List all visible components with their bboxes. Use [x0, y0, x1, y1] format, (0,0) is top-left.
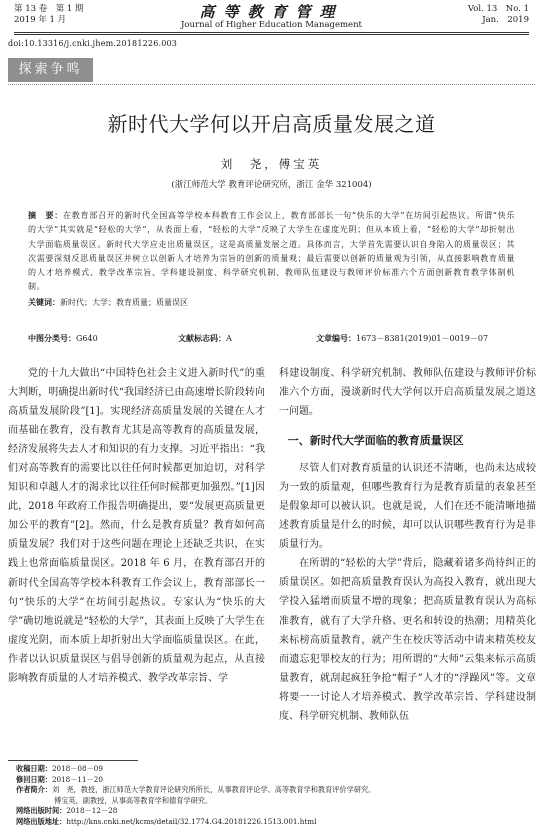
received-label: 收稿日期： [16, 764, 52, 773]
author-bio-2: 傅宝英，副教授，从事高等教育学和德育学研究。 [54, 795, 213, 805]
clc-code [28, 332, 98, 345]
date-en: Jan. 2019 [482, 15, 529, 25]
clc-label: 中图分类号： [28, 333, 76, 343]
authors: 刘 尧，傅宝英 [220, 157, 323, 171]
header-rule-thin [14, 34, 529, 35]
journal-name-en: Journal of Higher Education Management [181, 20, 362, 30]
footnote-puburl [16, 817, 531, 828]
footnote-revised [16, 775, 531, 786]
body-paragraph: 党的十九大做出“中国特色社会主义进入新时代”的重大判断，明确提出新时代“我国经济已由高速增长阶段转向高质量发展阶段”[1]。实现经济高质量发展的关键在人才而基础在教育，没有教育尤其是高等教育的高质量发展，经济发展将失去人才和知识的有力支撑。习近平指出：“我们对高等教育的需要比以往任何时候都更加迫切，对科学知识和卓越人才的渴求比以往任何时候都更加强烈。”[1]因此，2018 年政府工作报告明确提出，要“发展更高质量更加公平的教育”[2]。然而，什么是教育质量？教育如何高质量发展？我们对于这些问题在理论上还缺乏共识，在实践上也常面临质量误区。2018 年 6 月，在教育部召开的新时代全国高等学校本科教育工作会议上，教育部部长一句“快乐的大学”在坊间引起热议。专家认为“快乐的大学”确切地说就是“轻松的大学”，其表面上反映了大学生在虚度光阴，而本质上却折射出大学面临质量误区。在此，作者以认识质量误区与倡导创新的质量观为起点，从直接影响教育质量的人才培养模式、教学改革宗旨、学 [8, 368, 265, 684]
abstract-text: 在教育部召开的新时代全国高等学校本科教育工作会议上，教育部部长一句“快乐的大学”在坊间引起热议。所谓“快乐的大学”其实就是“轻松的大学”，从表面上看，“轻松的大学”反映了大学生在虚度光阴；但从本质上看，“轻松的大学”却折射出大学面临质量误区。新时代大学应走出质量误区，这是高质量发展之道。具体而言，大学首先需要认识自身陷入的质量误区；其次需要深刻反思质量误区并树立以创新人才培养为宗旨的创新的质量观；最后需要以创新的质量观为引领，从直接影响教育质量的人才培养模式、教学改革宗旨、学科建设制度、科学研究机制、教师队伍建设与教师评价标准六个方面创新教育教学体制机制。 [28, 211, 515, 292]
keywords-text: 新时代；大学；教育质量；质量误区 [60, 297, 188, 307]
column-tag: 探索争鸣 [8, 58, 93, 82]
footnote-author [16, 785, 531, 796]
abstract [28, 208, 515, 310]
clc-value: G640 [76, 334, 98, 343]
keywords-label: 关键词： [28, 296, 60, 307]
journal-header [14, 4, 529, 34]
footnote-received [16, 764, 531, 775]
date-cn: 2019 年 1 月 [14, 15, 67, 25]
header-right [468, 4, 529, 26]
section-heading: 一、新时代大学面临的教育质量误区 [287, 434, 464, 448]
article-title: 新时代大学何以开启高质量发展之道 [107, 112, 436, 136]
footnote-rule [8, 760, 138, 761]
art-value: 1673－8381(2019)01－0019－07 [356, 334, 489, 343]
doc-code [178, 332, 232, 345]
body-paragraph: 尽管人们对教育质量的认识还不清晰，也尚未达成较为一致的质量观，但哪些教育行为是教育质量的表象甚至是假象却可以被认识。也就是说，人们在还不能清晰地描述教育质量是什么的时候，却可以认识哪些教育行为是非质量行为。 [279, 463, 536, 551]
body-column-left [8, 364, 265, 688]
revised-date: 2018－11－20 [51, 774, 103, 784]
doi[interactable]: doi:10.13316/j.cnki.jhem.20181226.003 [8, 39, 178, 48]
pubdate: 2018－12－28 [66, 806, 118, 816]
received-date: 2018－08－09 [51, 764, 103, 773]
doc-label: 文献标志码： [178, 333, 226, 343]
body-paragraph-continued: 科建设制度、科学研究机制、教师队伍建设与教师评价标准六个方面，漫谈新时代大学何以开启高质量发展之道这一问题。 [279, 368, 536, 418]
puburl[interactable]: http://kns.cnki.net/kcms/detail/32.1774.G4.20181226.1513.001.html [66, 816, 317, 826]
abstract-paragraph [28, 208, 515, 295]
author-label: 作者简介： [16, 785, 52, 795]
footnotes [16, 764, 531, 828]
volume-issue-cn: 第 13 卷 第 1 期 [14, 4, 84, 14]
column-tag-rule [8, 84, 535, 85]
header-center [14, 4, 529, 30]
body-column-right [279, 364, 536, 726]
keywords [28, 295, 515, 310]
art-label: 文章编号： [316, 333, 356, 343]
header-rule [14, 32, 529, 33]
pubdate-label: 网络出版时间： [16, 806, 67, 816]
affiliation: (浙江师范大学 教育评论研究所，浙江 金华 321004) [171, 180, 372, 190]
abstract-label: 摘 要： [28, 210, 64, 220]
revised-label: 修回日期： [16, 774, 52, 784]
author-bio-1: 刘 尧，教授，浙江师范大学教育评论研究所所长，从事教育评论学、高等教育学和教育评价学研究。 [51, 785, 376, 795]
article-number [316, 332, 488, 345]
doc-value: A [226, 334, 232, 343]
volume-issue-en: Vol. 13 No. 1 [467, 4, 529, 14]
journal-name-cn: 高等教育管理 [199, 3, 344, 21]
footnote-pubdate [16, 806, 531, 817]
body-paragraph: 在所谓的“轻松的大学”背后，隐藏着诸多尚待纠正的质量误区。如把高质量教育误认为高投入教育，就出现大学投入猛增而质量不增的现象；把高质量教育误认为高标准教育，就有了大学升格、更名和转设的热潮；用精英化来标榜高质量教育，就产生在校庆等活动中请来精英校友而遗忘犯罪校友的行为；用所谓的“大师”云集来标示高质量教育，就刮起疯狂争抢“帽子”人才的“浮躁风”等。文章将要一一讨论人才培养模式、教学改革宗旨、学科建设制度、科学研究机制、教师队伍 [279, 558, 536, 722]
puburl-label: 网络出版地址： [16, 816, 67, 826]
